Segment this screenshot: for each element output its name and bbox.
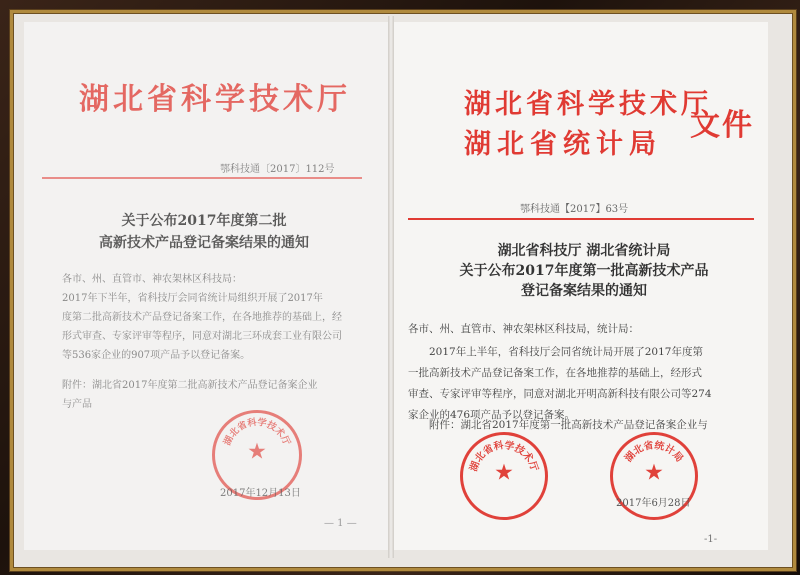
right-red-rule bbox=[408, 218, 754, 220]
right-date: 2017年6月28日 bbox=[616, 498, 691, 509]
left-attachment-line: 附件：湖北省2017年度第二批高新技术产品登记备案企业 bbox=[62, 380, 318, 391]
left-header: 湖北省科学技术厅 bbox=[79, 82, 351, 117]
left-seal-text: 湖北省科学技术厅 bbox=[221, 416, 293, 448]
left-body-line: 等536家企业的907项产品予以登记备案。 bbox=[62, 350, 251, 361]
seal-star-icon: ★ bbox=[644, 460, 664, 486]
left-body-line: 形式审查、专家评审等程序，同意对湖北三环成套工业有限公司 bbox=[62, 331, 342, 342]
right-title-line3: 登记备案结果的通知 bbox=[521, 283, 647, 299]
left-page-number: — 1 — bbox=[324, 518, 357, 529]
right-header-line1: 湖北省科学技术厅 bbox=[464, 89, 712, 120]
right-body bbox=[408, 342, 712, 426]
left-attachment bbox=[62, 376, 317, 414]
right-doc-number: 鄂科技通【2017】63号 bbox=[520, 204, 629, 215]
left-doc-number: 鄂科技通〔2017〕112号 bbox=[220, 164, 335, 175]
left-title-line2: 高新技术产品登记备案结果的通知 bbox=[99, 235, 309, 251]
right-seal1-text: 湖北省科学技术厅 bbox=[468, 440, 540, 473]
left-body-line: 度第二批高新技术产品登记备案工作，在各地推荐的基础上，经 bbox=[62, 312, 342, 323]
right-document bbox=[394, 22, 768, 550]
left-attachment-line: 与产品 bbox=[62, 399, 92, 410]
right-address: 各市、州、直管市、神农架林区科技局，统计局： bbox=[408, 323, 639, 335]
left-body-line: 2017年下半年，省科技厅会同省统计局组织开展了2017年 bbox=[62, 293, 323, 304]
right-body-line: 2017年上半年，省科技厅会同省统计局开展了2017年度第 bbox=[408, 346, 703, 358]
left-body bbox=[62, 289, 342, 365]
seal-star-icon: ★ bbox=[247, 439, 267, 465]
left-title-line1: 关于公布2017年度第二批 bbox=[121, 213, 287, 229]
right-body-line: 一批高新技术产品登记备案工作，在各地推荐的基础上，经形式 bbox=[408, 367, 702, 379]
right-seal-science-dept bbox=[460, 432, 548, 520]
left-document bbox=[24, 22, 388, 550]
right-page-number: -1- bbox=[704, 534, 718, 545]
right-attachment: 附件：湖北省2017年度第一批高新技术产品登记备案企业与 bbox=[408, 419, 708, 431]
right-title-line1: 湖北省科技厅 湖北省统计局 bbox=[497, 243, 671, 259]
seal-star-icon: ★ bbox=[494, 460, 514, 486]
left-date: 2017年12月13日 bbox=[220, 488, 301, 499]
right-body-line: 家企业的476项产品予以登记备案。 bbox=[408, 409, 576, 421]
left-red-rule bbox=[42, 177, 362, 179]
right-title-line2: 关于公布2017年度第一批高新技术产品 bbox=[459, 263, 709, 279]
right-seal2-text: 湖北省统计局 bbox=[623, 440, 685, 465]
right-header-suffix: 文件 bbox=[690, 108, 754, 143]
right-header-line2: 湖北省统计局 bbox=[464, 129, 662, 160]
right-body-line: 审查、专家评审等程序，同意对湖北开明高新科技有限公司等274 bbox=[408, 388, 712, 400]
left-address: 各市、州、直管市、神农架林区科技局： bbox=[62, 274, 242, 285]
